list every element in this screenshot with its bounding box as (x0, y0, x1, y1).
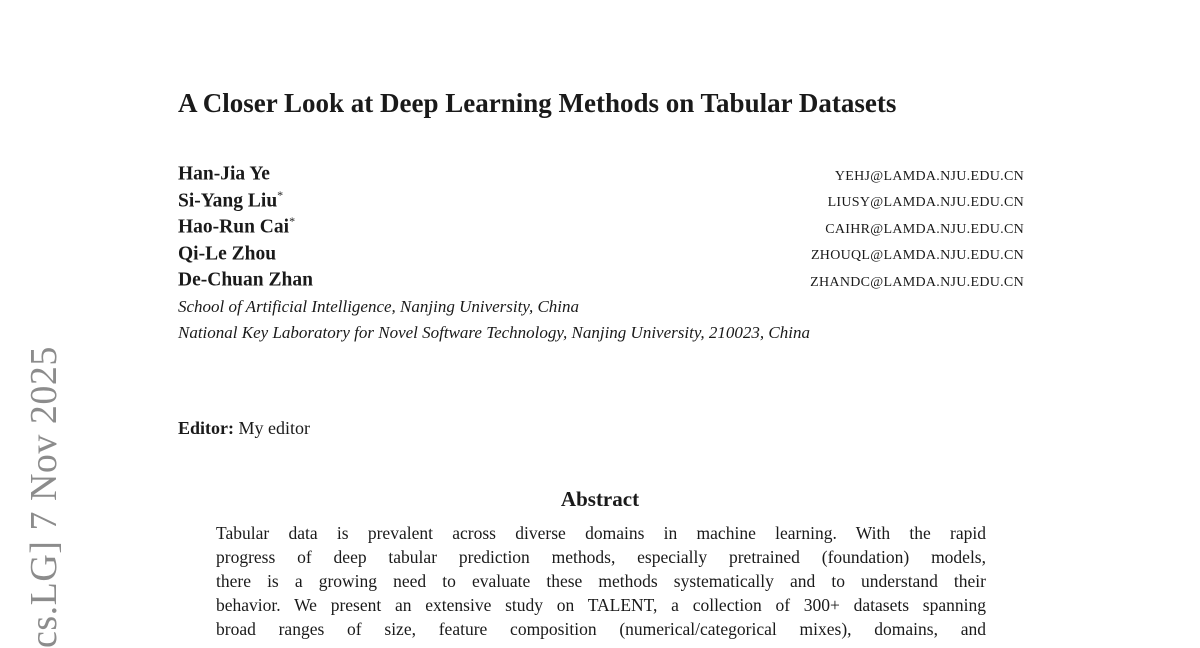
author-name: Si-Yang Liu* (178, 187, 284, 211)
author-row (178, 267, 1024, 294)
author-name: Qi-Le Zhou (178, 243, 277, 264)
arxiv-side-stamp: cs.LG] 7 Nov 2025 (23, 346, 65, 648)
affiliation: National Key Laboratory for Novel Software Technology, Nanjing University, 210023, China (178, 323, 810, 342)
abstract-line: progress of deep tabular prediction methods, especially pretrained (foundation) models, (216, 547, 986, 567)
abstract-body (216, 521, 986, 641)
abstract-line: broad ranges of size, feature composition (numerical/categorical mixes), domains, and (216, 619, 986, 639)
author-row (178, 241, 1024, 268)
abstract-heading: Abstract (560, 487, 640, 511)
author-email[interactable]: YEHJ@LAMDA.NJU.EDU.CN (834, 168, 1024, 184)
author-name: Han-Jia Ye (178, 163, 270, 185)
abstract-line: behavior. We present an extensive study on TALENT, a collection of 300+ datasets spanning (216, 595, 986, 615)
author-email[interactable]: LIUSY@LAMDA.NJU.EDU.CN (827, 195, 1024, 210)
author-row (178, 188, 1024, 215)
author-row (178, 161, 1024, 188)
paper-title: A Closer Look at Deep Learning Methods on Tabular Datasets (178, 88, 897, 118)
author-name: De-Chuan Zhan (178, 269, 313, 291)
abstract-line: Tabular data is prevalent across diverse domains in machine learning. With the rapid (216, 523, 986, 543)
author-row (178, 214, 1024, 241)
author-email[interactable]: ZHANDC@LAMDA.NJU.EDU.CN (810, 274, 1024, 290)
author-list (178, 161, 1024, 294)
affiliation: School of Artificial Intelligence, Nanjing University, China (178, 297, 580, 316)
editor-line (178, 418, 310, 439)
author-name: Hao-Run Cai* (178, 214, 296, 238)
author-email[interactable]: ZHOUQL@LAMDA.NJU.EDU.CN (810, 248, 1024, 263)
editor-label: Editor: (178, 418, 234, 438)
author-email[interactable]: CAIHR@LAMDA.NJU.EDU.CN (825, 221, 1024, 237)
abstract-line: there is a growing need to evaluate these methods systematically and to understand their (216, 571, 986, 591)
editor-value: My editor (238, 418, 310, 438)
